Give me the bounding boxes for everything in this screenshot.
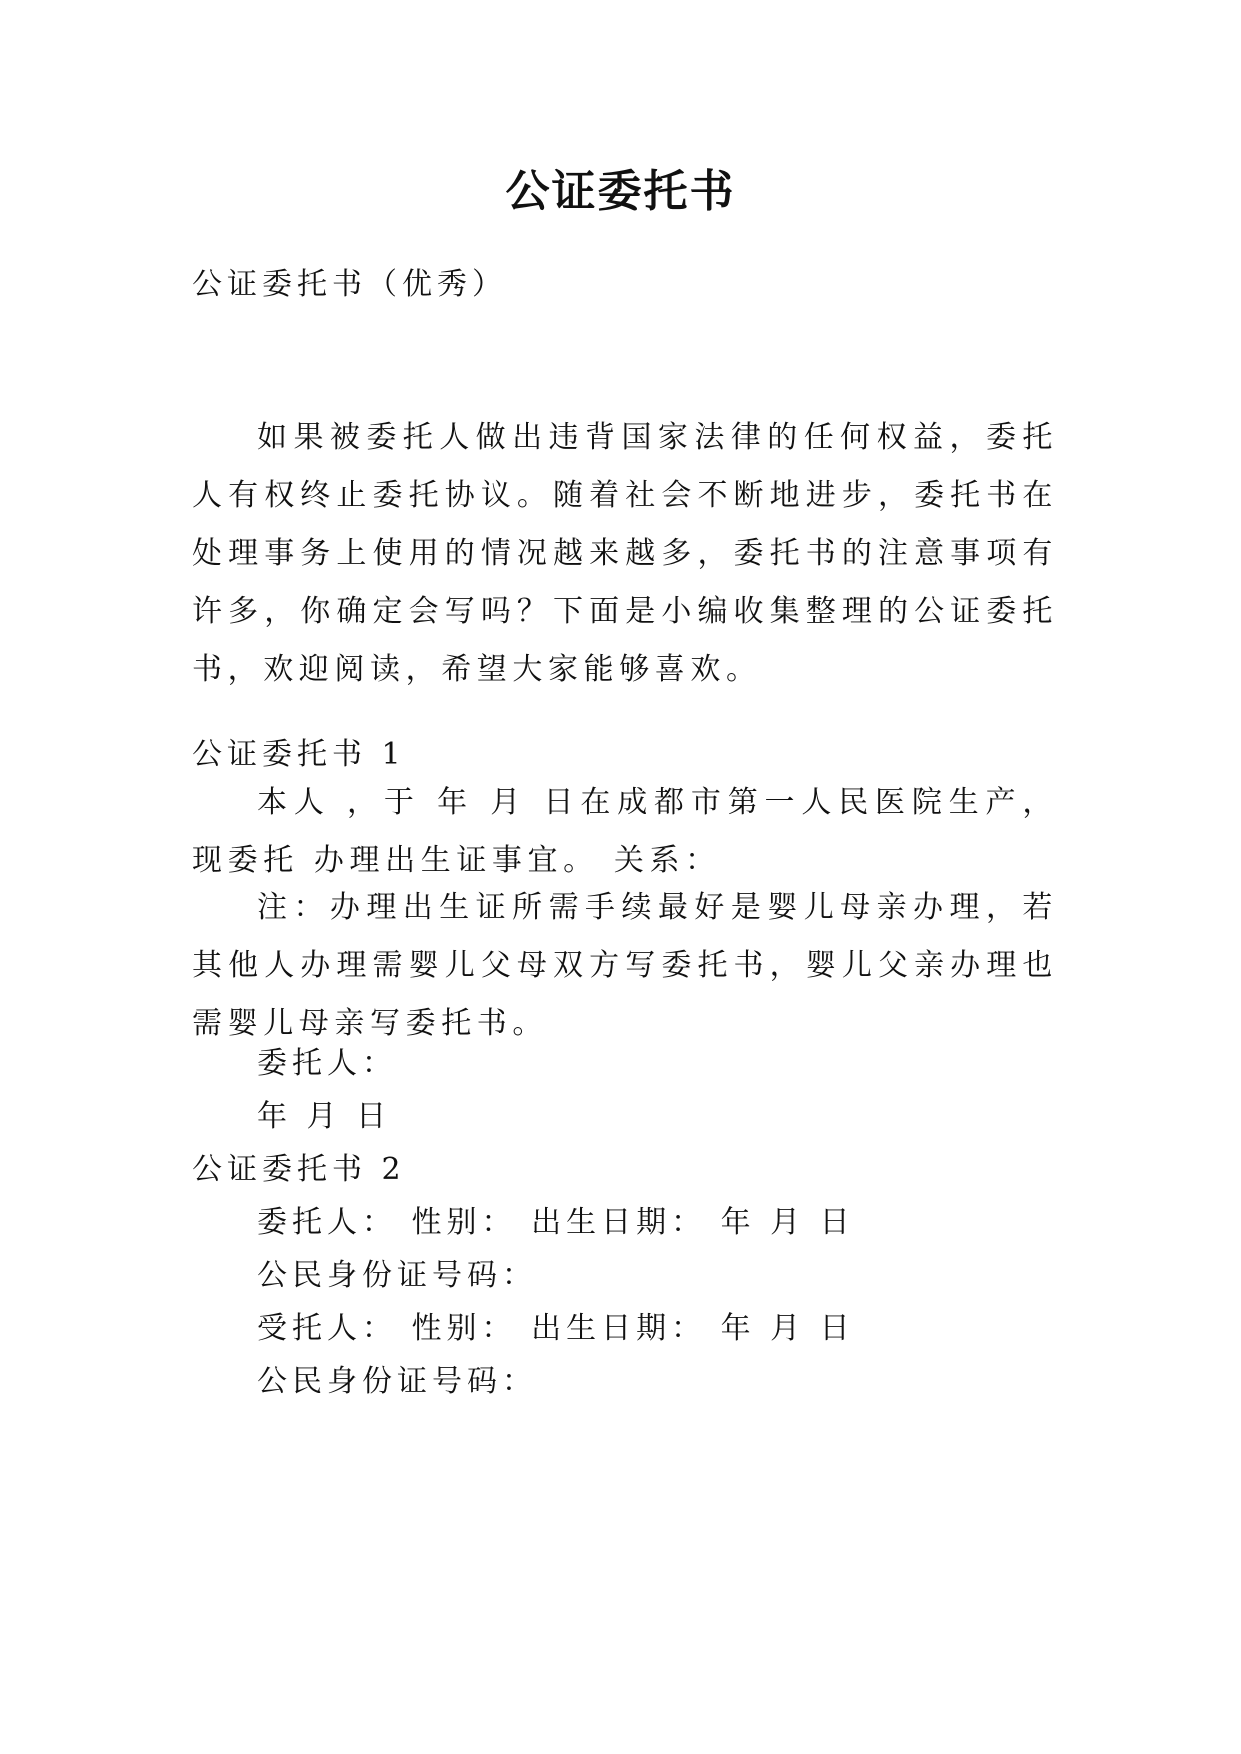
section-2-principal-id: 公民身份证号码： (257, 1258, 537, 1293)
section-1-heading: 公证委托书 1 (192, 737, 406, 772)
section-2-principal-line: 委托人： 性别： 出生日期： 年 月 日 (257, 1205, 855, 1240)
section-2-agent-line: 受托人： 性别： 出生日期： 年 月 日 (257, 1311, 855, 1346)
section-1-date: 年 月 日 (257, 1099, 392, 1134)
section-1-principal: 委托人： (257, 1046, 397, 1081)
section-2-heading: 公证委托书 2 (192, 1152, 406, 1187)
document-subtitle: 公证委托书（优秀） (192, 267, 507, 302)
section-2-agent-id: 公民身份证号码： (257, 1364, 537, 1399)
section-1-note: 注：办理出生证所需手续最好是婴儿母亲办理，若其他人办理需婴儿父母双方写委托书，婴儿父亲办理也需婴儿母亲写委托书。 (192, 890, 1058, 1041)
document-title: 公证委托书 (505, 166, 736, 217)
section-1-body: 本人 ，于 年 月 日在成都市第一人民医院生产，现委托 办理出生证事宜。 关系： (192, 785, 1058, 878)
intro-paragraph: 如果被委托人做出违背国家法律的任何权益，委托人有权终止委托协议。随着社会不断地进步，委托书在处理事务上使用的情况越来越多，委托书的注意事项有许多，你确定会写吗？下面是小编收集整理的公证委托书，欢迎阅读，希望大家能够喜欢。 (192, 420, 1058, 687)
